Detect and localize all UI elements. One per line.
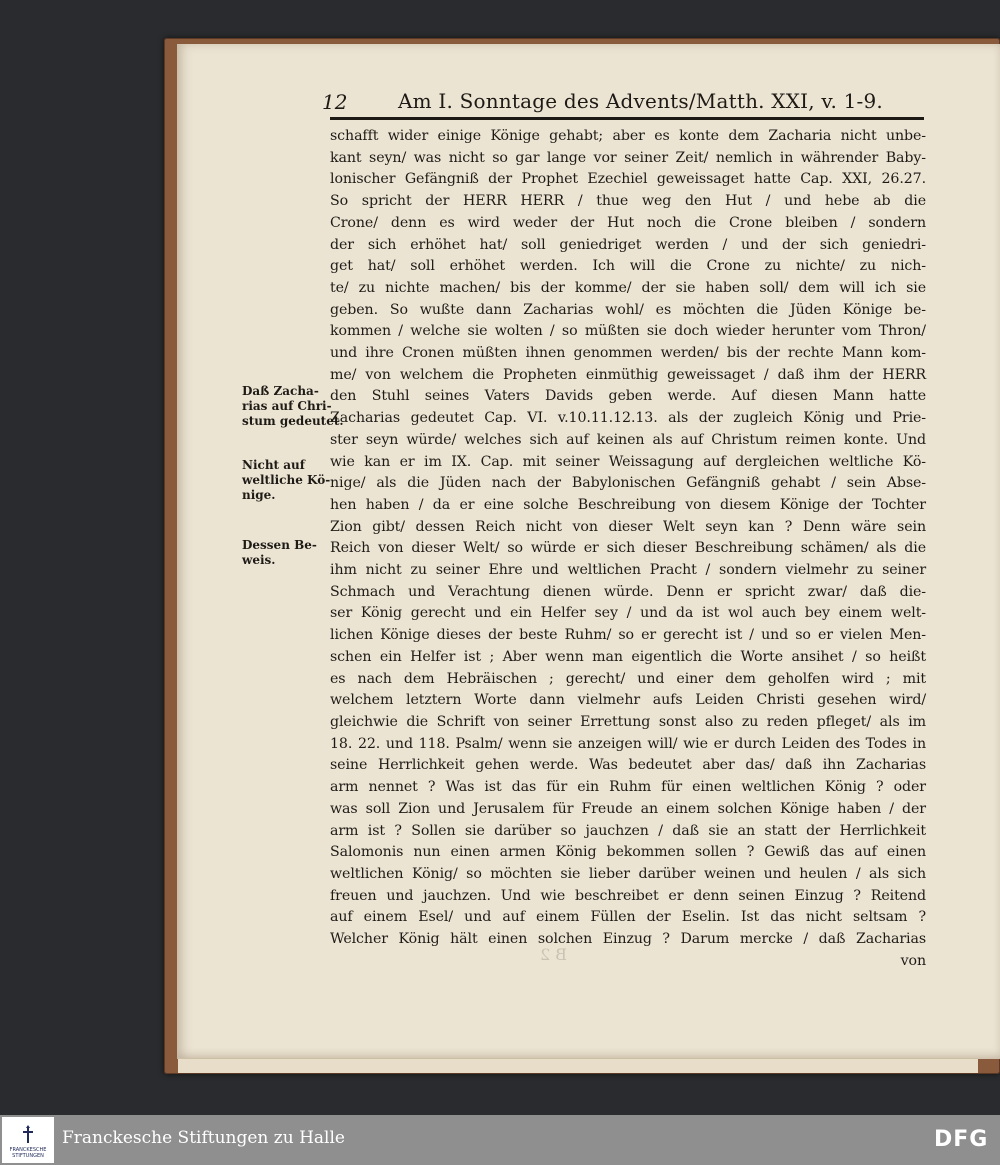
text-line: gleichwie die Schrift von seiner Errettung sonst also zu reden pfleget/ als im: [330, 713, 926, 730]
text-line: es nach dem Hebräischen ; gerecht/ und einer dem geholfen wird ; mit: [330, 670, 926, 687]
margin-note-line: Daß Zacha-: [242, 384, 319, 398]
text-line: Zacharias gedeutet Cap. VI. v.10.11.12.13. als der zugleich König und Prie-: [330, 410, 926, 427]
text-line: arm ist ? Sollen sie darüber so jauchzen / daß sie an statt der Herrlichkeit: [330, 822, 926, 839]
text-line: auf einem Esel/ und auf einem Füllen der Eselin. Ist das nicht seltsam ?: [330, 909, 926, 926]
text-line: Reich von dieser Welt/ so würde er sich dieser Beschreibung schämen/ als die: [330, 540, 926, 557]
signature-mark: B 2: [540, 945, 568, 964]
text-line: 18. 22. und 118. Psalm/ wenn sie anzeigen will/ wie er durch Leiden des Todes in: [330, 735, 926, 752]
text-line: der sich erhöhet hat/ soll geniedriget werden / und der sich geniedri-: [330, 236, 926, 253]
text-line: Crone/ denn es wird weder der Hut noch die Crone bleiben / sondern: [330, 214, 926, 231]
text-line: wie kan er im IX. Cap. mit seiner Weissagung auf dergleichen weltliche Kö-: [330, 453, 926, 470]
margin-note-1: [242, 384, 344, 429]
text-line: nige/ als die Jüden nach der Babylonischen Gefängniß gehabt / sein Abse-: [330, 475, 926, 492]
text-line: kommen / welche sie wolten / so müßten sie doch wieder herunter vom Thron/: [330, 323, 926, 340]
text-line: Salomonis nun einen armen König bekommen sollen ? Gewiß das auf einen: [330, 844, 926, 861]
margin-note-line: weltliche Kö-: [242, 473, 331, 487]
text-line: Schmach und Verachtung dienen würde. Denn er spricht zwar/ daß die-: [330, 583, 926, 600]
text-line: get hat/ soll erhöhet werden. Ich will die Crone zu nichte/ zu nich-: [330, 258, 926, 275]
text-line: ihm nicht zu seiner Ehre und weltlichen Pracht / sondern vielmehr zu seiner: [330, 562, 926, 579]
text-line: schafft wider einige Könige gehabt; aber es konte dem Zacharia nicht unbe-: [330, 128, 926, 144]
text-line: den Stuhl seines Vaters Davids geben werde. Auf diesen Mann hatte: [330, 388, 926, 405]
text-line: me/ von welchem die Propheten einmüthig geweissaget / daß ihm der HERR: [330, 366, 926, 383]
logo-text: FRANCKESCHE STIFTUNGEN: [9, 1147, 47, 1159]
margin-note-line: stum gedeutet.: [242, 414, 344, 428]
text-line: welchem letztern Worte dann vielmehr aufs Leiden Christi gesehen wird/: [330, 692, 926, 709]
text-line: Zion gibt/ dessen Reich nicht von dieser Welt seyn kan ? Denn wäre sein: [330, 518, 926, 535]
institution-name[interactable]: Franckesche Stiftungen zu Halle: [62, 1128, 345, 1148]
text-line: ser König gerecht und ein Helfer sey / und da ist wol auch bey einem welt-: [330, 605, 926, 622]
text-line: geben. So wußte dann Zacharias wohl/ es möchten die Jüden Könige be-: [330, 301, 926, 318]
text-line: was soll Zion und Jerusalem für Freude an einem solchen Könige haben / der: [330, 800, 926, 817]
margin-note-line: Dessen Be-: [242, 538, 317, 552]
margin-note-line: rias auf Chri-: [242, 399, 332, 413]
text-line: schen ein Helfer ist ; Aber wenn man eigentlich die Worte ansihet / so heißt: [330, 648, 926, 665]
running-title: Am I. Sonntage des Advents/Matth. XXI, v. 1-9.: [398, 89, 883, 113]
text-line: te/ zu nichte machen/ bis der komme/ der sie haben soll/ dem will ich sie: [330, 279, 926, 296]
text-line: kant seyn/ was nicht so gar lange vor seiner Zeit/ nemlich in währender Baby-: [330, 149, 926, 166]
dfg-logo[interactable]: DFG: [934, 1127, 989, 1152]
text-line: lonischer Gefängniß der Prophet Ezechiel geweissaget hatte Cap. XXI, 26.27.: [330, 171, 926, 188]
text-line: seine Herrlichkeit gehen werde. Was bedeutet aber das/ daß ihn Zacharias: [330, 757, 926, 774]
text-line: So spricht der HERR HERR / thue weg den Hut / und hebe ab die: [330, 193, 926, 210]
text-line: hen haben / da er eine solche Beschreibung von diesem Könige der Tochter: [330, 496, 926, 513]
text-line: Welcher König hält einen solchen Einzug ? Darum mercke / daß Zacharias: [330, 931, 926, 948]
text-line: freuen und jauchzen. Und wie beschreibet er denn seinen Einzug ? Reitend: [330, 887, 926, 904]
page-header: [318, 86, 928, 116]
margin-note-3: [242, 538, 324, 568]
page-edge: [178, 1058, 978, 1073]
header-rule: [330, 117, 924, 120]
text-line: arm nennet ? Was ist das für ein Ruhm für einen weltlichen König ? oder: [330, 779, 926, 796]
margin-note-line: weis.: [242, 553, 276, 567]
viewer-footer: [0, 1115, 1000, 1165]
text-line: weltlichen König/ so möchten sie lieber darüber weinen und heulen / als sich: [330, 865, 926, 882]
institution-logo[interactable]: [2, 1117, 54, 1163]
margin-note-line: nige.: [242, 488, 276, 502]
body-text: [330, 126, 926, 972]
text-line: von: [900, 952, 926, 969]
page-number: 12: [322, 90, 348, 114]
margin-note-line: Nicht auf: [242, 458, 305, 472]
margin-note-2: [242, 458, 331, 503]
text-line: lichen Könige dieses der beste Ruhm/ so er gerecht ist / und so er vielen Men-: [330, 627, 926, 644]
text-line: ster seyn würde/ welches sich auf keinen als auf Christum reimen konte. Und: [330, 431, 926, 448]
crest-icon: [21, 1124, 35, 1144]
text-line: und ihre Cronen müßten ihnen genommen werden/ bis der rechte Mann kom-: [330, 345, 926, 362]
